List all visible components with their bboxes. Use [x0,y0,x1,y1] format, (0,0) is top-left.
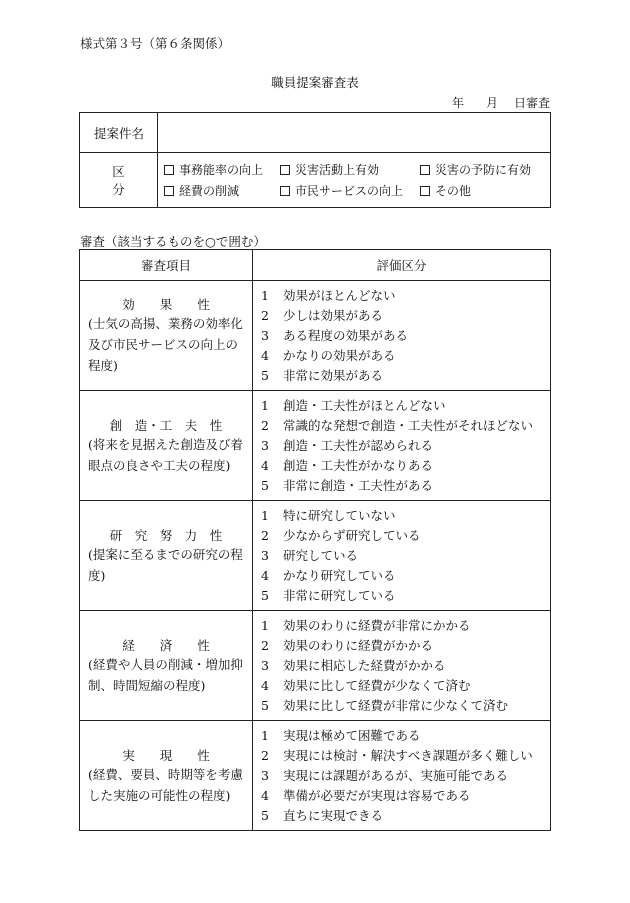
checkbox-icon[interactable] [420,165,430,175]
scale-list [253,393,550,499]
scale-option[interactable]: 5 非常に創造・工夫性がある [261,477,434,493]
item-description: (士気の高揚、業務の効率化及び市民サービスの向上の程度) [88,316,243,373]
scale-option[interactable]: 5 直ちに実現できる [261,807,384,823]
date-day-label: 日審査 [513,96,550,110]
review-table [79,249,551,831]
table-row [80,721,551,831]
scale-option[interactable]: 1 創造・工夫性がほとんどない [261,397,446,413]
checkbox-icon[interactable] [164,165,174,175]
table-row [80,391,551,501]
review-item [80,721,253,831]
item-description: (将来を見据えた創造及び着眼点の良さや工夫の程度) [88,436,243,473]
date-year-label: 年 [451,96,464,110]
checkbox-icon[interactable] [280,165,290,175]
scale-option[interactable]: 2 常識的な発想で創造・工夫性がそれほどない [261,417,534,433]
table-row [80,281,551,391]
scale-option[interactable]: 5 非常に効果がある [261,367,384,383]
review-section-label: 審査（該当するものを○で囲む） [80,234,266,249]
item-name: 効 果 性 [122,297,210,312]
category-option[interactable]: 経費の削減 [164,182,280,199]
date-month-label: 月 [485,96,498,110]
category-label: 区 分 [80,153,158,208]
scale-option[interactable]: 4 かなり研究している [261,567,396,583]
scale-option[interactable]: 4 準備が必要だが実現は容易である [261,787,471,803]
scale-option[interactable]: 3 効果に相応した経費がかかる [261,657,446,673]
scale-option[interactable]: 4 創造・工夫性がかなりある [261,457,434,473]
checkbox-icon[interactable] [420,186,430,196]
scale-list [253,503,550,609]
category-option[interactable]: 災害の予防に有効 [420,161,550,178]
review-item [80,281,253,391]
scale-option[interactable]: 5 効果に比して経費が非常に少なくて済む [261,697,509,713]
col-header-scale: 評価区分 [253,250,551,281]
scale-option[interactable]: 4 かなりの効果がある [261,347,396,363]
item-name: 実 現 性 [122,747,210,763]
scale-option[interactable]: 3 実現には課題があるが、実施可能である [261,767,509,783]
review-item [80,501,253,611]
scale-list [253,723,550,829]
item-description: (提案に至るまでの研究の程度) [88,546,243,583]
proposal-name-field[interactable] [158,113,551,153]
table-row [80,611,551,721]
scale-option[interactable]: 4 効果に比して経費が少なくて済む [261,677,471,693]
scale-option[interactable]: 2 実現には検討・解決すべき課題が多く難しい [261,747,533,763]
item-description: (経費、要員、時期等を考慮した実施の可能性の程度) [88,766,243,803]
form-number: 様式第３号（第６条関係） [80,36,231,51]
category-options [158,153,551,208]
proposal-name-label: 提案件名 [80,113,158,153]
scale-option[interactable]: 2 少なからず研究している [261,527,421,543]
item-name: 創 造・工 夫 性 [109,417,223,433]
review-item [80,391,253,501]
scale-option[interactable]: 2 少しは効果がある [261,307,384,323]
scale-list [253,283,550,389]
scale-option[interactable]: 2 効果のわりに経費がかかる [261,637,434,653]
page-title: 職員提案審査表 [271,75,359,90]
category-option[interactable]: その他 [420,182,550,199]
scale-option[interactable]: 1 効果がほとんどない [261,287,396,303]
scale-list [253,613,550,719]
item-name: 経 済 性 [122,637,210,653]
scale-option[interactable]: 1 特に研究していない [261,507,396,523]
scale-option[interactable]: 1 実現は極めて困難である [261,727,421,743]
review-date [430,94,550,111]
item-name: 研 究 努 力 性 [109,527,223,543]
scale-option[interactable]: 1 効果のわりに経費が非常にかかる [261,617,471,633]
item-description: (経費や人員の削減・増加抑制、時間短縮の程度) [88,656,243,693]
checkbox-icon[interactable] [164,186,174,196]
review-item [80,611,253,721]
scale-option[interactable]: 3 研究している [261,547,359,563]
category-option[interactable]: 事務能率の向上 [164,161,280,178]
proposal-table [79,112,551,208]
col-header-item: 審査項目 [80,250,253,281]
table-row [80,501,551,611]
scale-option[interactable]: 5 非常に研究している [261,587,396,603]
checkbox-icon[interactable] [280,186,290,196]
category-option[interactable]: 災害活動上有効 [280,161,420,178]
category-option[interactable]: 市民サービスの向上 [280,182,420,199]
scale-option[interactable]: 3 ある程度の効果がある [261,327,409,343]
scale-option[interactable]: 3 創造・工夫性が認められる [261,437,434,453]
